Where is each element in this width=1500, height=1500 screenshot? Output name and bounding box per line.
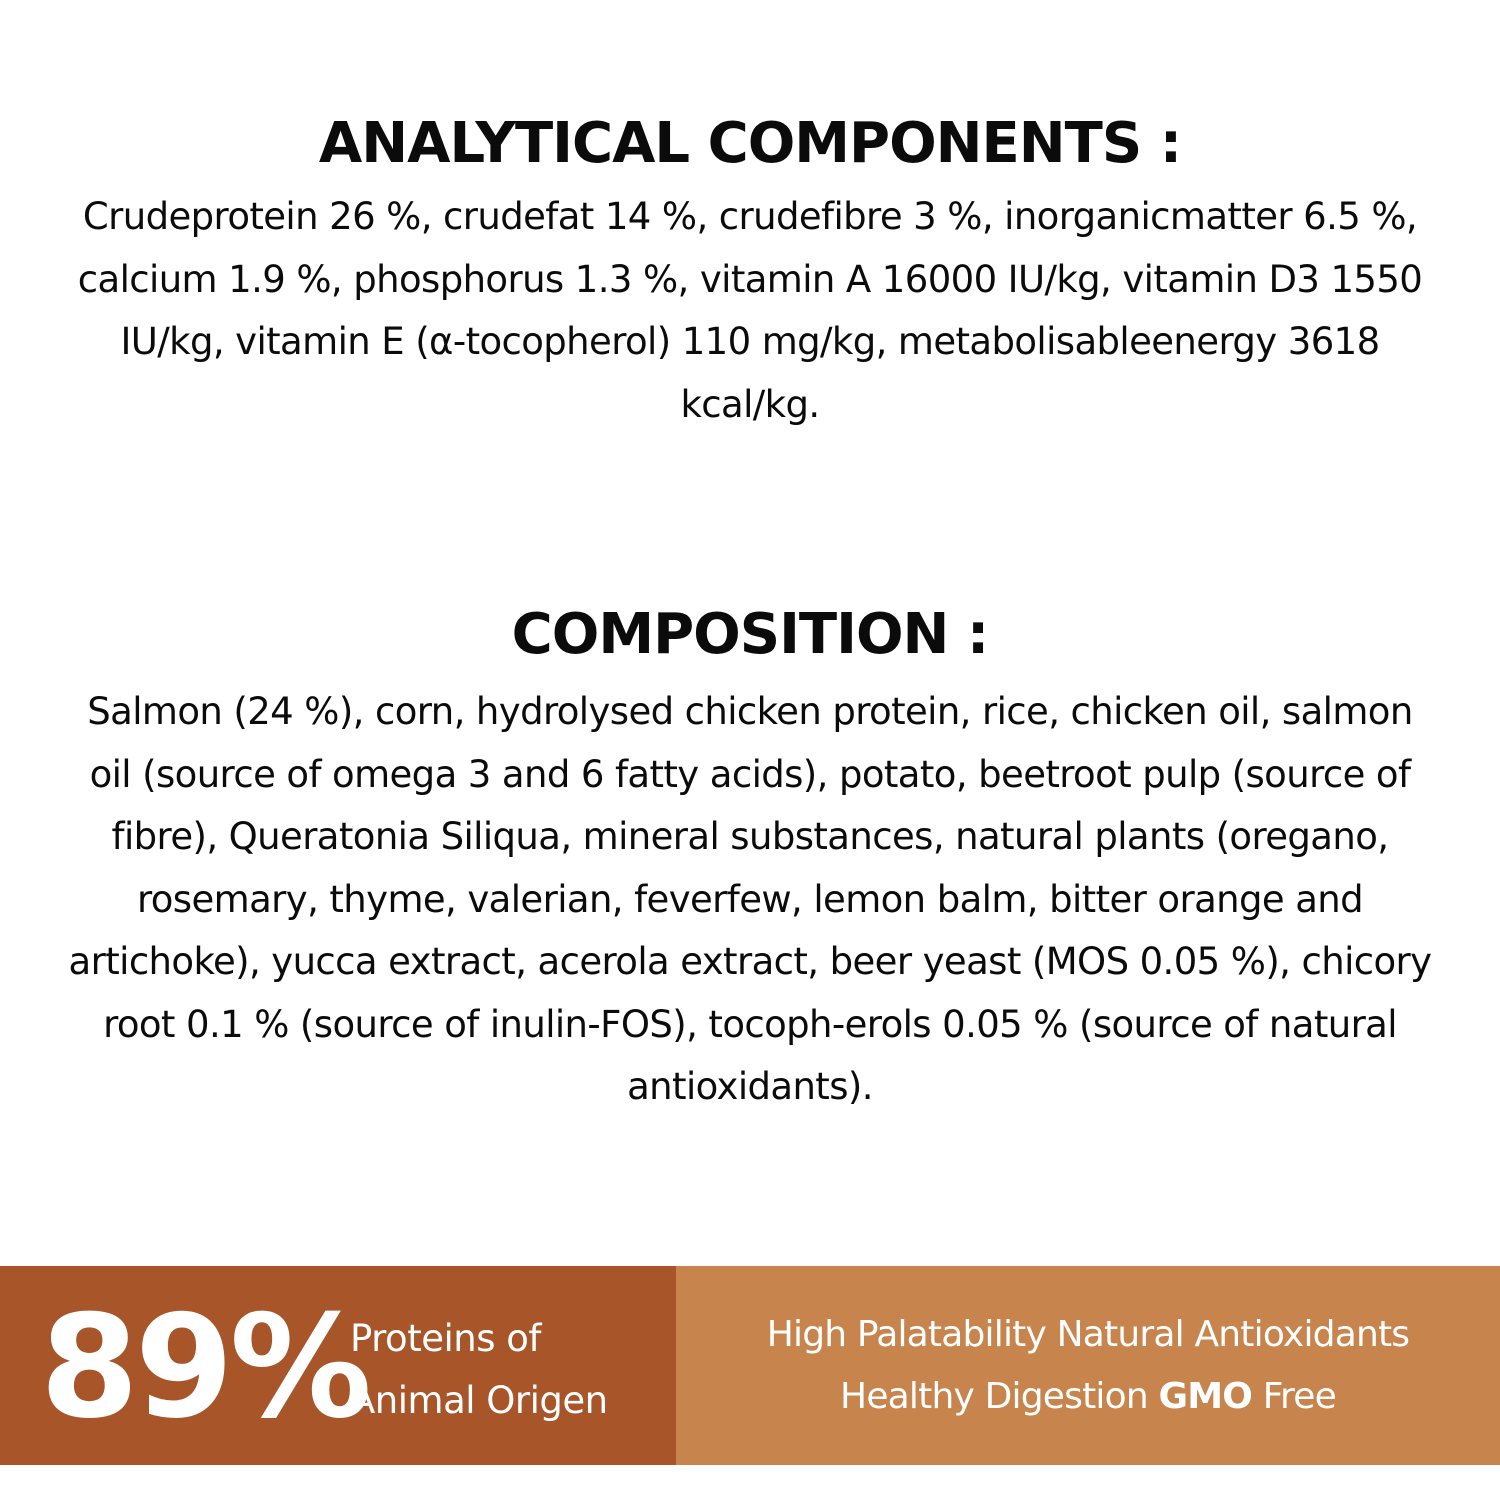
analytical-components-text: Crudeprotein 26 %, crudefat 14 %, crudefibre 3 %, inorganicmatter 6.5 %, calcium 1.9 %, phosphorus 1.3 %, vitamin A 16000 IU/kg, vitamin D3 1550 IU/kg, vitamin E (α-tocopherol) 110 mg/kg, metabolisableenergy 3618 kcal/kg. [77, 195, 1423, 426]
analytical-components-section [0, 112, 1500, 436]
features-free: Free [1262, 1375, 1336, 1417]
composition-section [0, 603, 1500, 1119]
composition-heading: COMPOSITION : [511, 602, 989, 667]
composition-text: Salmon (24 %), corn, hydrolysed chicken protein, rice, chicken oil, salmon oil (source of omega 3 and 6 fatty acids), potato, beetroot pulp (source of fibre), Queratonia Siliqua, mineral substances, natural plants (oregano, rosemary, thyme, valerian, feverfew, lemon balm, bitter orange and artichoke), yucca extract, acerola extract, beer yeast (MOS 0.05 %), chicory root 0.1 % (source of inulin-FOS), tocoph-erols 0.05 % (source of natural antioxidants). [68, 690, 1432, 1108]
protein-panel [0, 1266, 676, 1465]
features-line-2 [840, 1366, 1336, 1428]
protein-percent: 89% [40, 1285, 368, 1450]
features-panel [676, 1266, 1500, 1465]
features-healthy-digestion: Healthy Digestion [840, 1375, 1148, 1417]
protein-label [350, 1308, 608, 1432]
features-gmo: GMO [1158, 1375, 1253, 1417]
analytical-components-heading: ANALYTICAL COMPONENTS : [318, 111, 1182, 176]
features-line-1: High Palatability Natural Antioxidants [766, 1313, 1410, 1355]
protein-label-line2: Animal Origen [350, 1379, 608, 1422]
feature-banner [0, 1266, 1500, 1465]
protein-label-line1: Proteins of [350, 1317, 541, 1360]
